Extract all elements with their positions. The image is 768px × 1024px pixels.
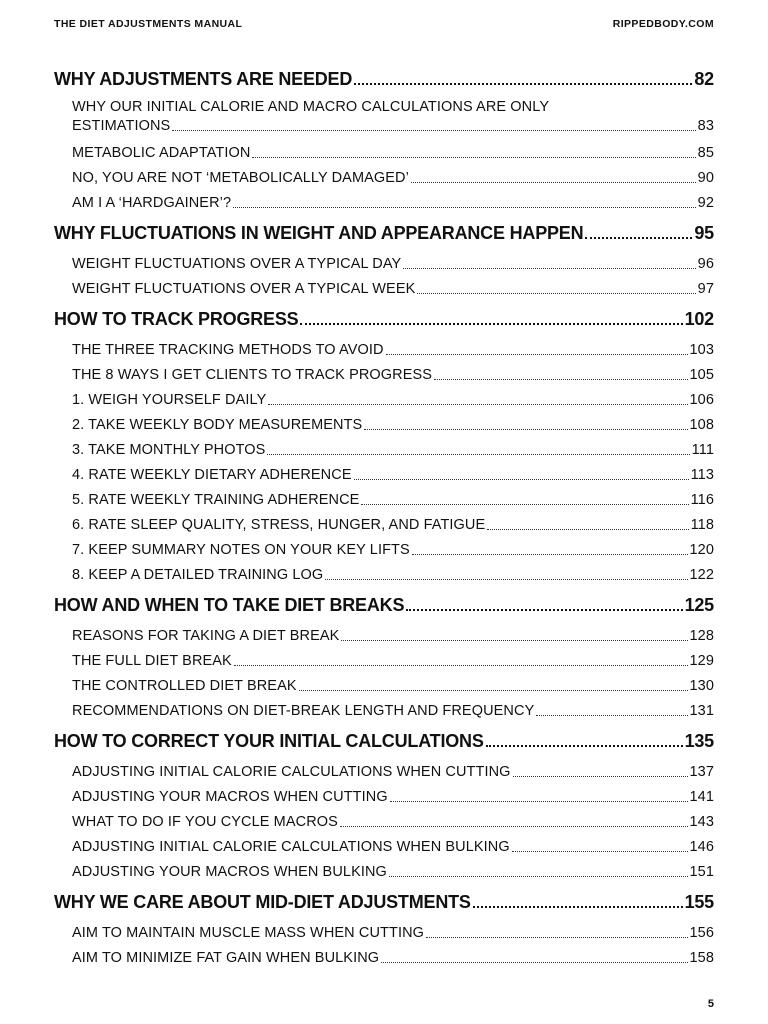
entry-title: THE THREE TRACKING METHODS TO AVOID [72, 342, 384, 358]
toc-entry[interactable] [54, 98, 714, 136]
entry-page-number: 90 [697, 170, 714, 186]
toc-entry[interactable] [54, 463, 714, 488]
dot-leader [389, 876, 688, 877]
entry-page-number: 129 [689, 653, 714, 669]
entry-title: ADJUSTING INITIAL CALORIE CALCULATIONS WHEN BULKING [72, 839, 510, 855]
entry-page-number: 156 [689, 925, 714, 941]
entry-title: REASONS FOR TAKING A DIET BREAK [72, 628, 340, 644]
entry-page-number: 85 [697, 145, 714, 161]
toc-entry[interactable] [54, 785, 714, 810]
entry-title: WEIGHT FLUCTUATIONS OVER A TYPICAL DAY [72, 256, 402, 272]
toc-entry[interactable] [54, 277, 714, 302]
dot-leader [361, 504, 688, 505]
toc-entry[interactable] [54, 413, 714, 438]
entry-page-number: 143 [689, 814, 714, 830]
toc-entry[interactable] [54, 760, 714, 785]
entry-page-number: 146 [689, 839, 714, 855]
entry-page-number: 96 [697, 256, 714, 272]
entry-title: 3. TAKE MONTHLY PHOTOS [72, 442, 266, 458]
dot-leader [354, 479, 689, 480]
toc-entry[interactable] [54, 166, 714, 191]
entry-page-number: 118 [690, 517, 714, 533]
entry-title: ESTIMATIONS [72, 118, 171, 134]
entry-page-number: 137 [689, 764, 714, 780]
dot-leader [325, 579, 687, 580]
entry-title: AM I A ‘HARDGAINER’? [72, 195, 232, 211]
entry-title: NO, YOU ARE NOT ‘METABOLICALLY DAMAGED’ [72, 170, 409, 186]
dot-leader [354, 83, 692, 85]
book-title: THE DIET ADJUSTMENTS MANUAL [54, 18, 243, 30]
toc-entry[interactable] [54, 252, 714, 277]
section-title: HOW TO TRACK PROGRESS [54, 309, 299, 329]
toc-section[interactable] [54, 592, 714, 616]
dot-leader [172, 130, 695, 131]
toc-entry[interactable] [54, 388, 714, 413]
section-title: HOW TO CORRECT YOUR INITIAL CALCULATIONS [54, 731, 484, 751]
entry-page-number: 83 [697, 118, 714, 134]
entry-title: AIM TO MAINTAIN MUSCLE MASS WHEN CUTTING [72, 925, 425, 941]
entry-title: ADJUSTING INITIAL CALORIE CALCULATIONS WHEN CUTTING [72, 764, 511, 780]
entry-page-number: 158 [689, 950, 714, 966]
toc-entry[interactable] [54, 649, 714, 674]
entry-title: AIM TO MINIMIZE FAT GAIN WHEN BULKING [72, 950, 380, 966]
entry-title: 4. RATE WEEKLY DIETARY ADHERENCE [72, 467, 352, 483]
toc-entry[interactable] [54, 699, 714, 724]
entry-title: 5. RATE WEEKLY TRAINING ADHERENCE [72, 492, 360, 508]
entry-title: THE CONTROLLED DIET BREAK [72, 678, 297, 694]
entry-page-number: 128 [689, 628, 714, 644]
entry-title: ADJUSTING YOUR MACROS WHEN BULKING [72, 864, 387, 880]
dot-leader [536, 715, 687, 716]
dot-leader [473, 906, 683, 908]
dot-leader [364, 429, 687, 430]
entry-title: ADJUSTING YOUR MACROS WHEN CUTTING [72, 789, 388, 805]
toc-entry[interactable] [54, 563, 714, 588]
dot-leader [406, 609, 682, 611]
entry-title: RECOMMENDATIONS ON DIET-BREAK LENGTH AND FREQUENCY [72, 703, 535, 719]
toc-entry[interactable] [54, 810, 714, 835]
entry-title: 8. KEEP A DETAILED TRAINING LOG [72, 567, 324, 583]
entry-page-number: 106 [689, 392, 714, 408]
toc-entry[interactable] [54, 835, 714, 860]
dot-leader [434, 379, 687, 380]
toc-section[interactable] [54, 220, 714, 244]
entry-title: WEIGHT FLUCTUATIONS OVER A TYPICAL WEEK [72, 281, 416, 297]
toc-entry[interactable] [54, 438, 714, 463]
entry-page-number: 151 [689, 864, 714, 880]
table-of-contents [54, 62, 714, 971]
dot-leader [267, 454, 689, 455]
toc-entry[interactable] [54, 191, 714, 216]
entry-page-number: 105 [689, 367, 714, 383]
entry-title: METABOLIC ADAPTATION [72, 145, 251, 161]
dot-leader [381, 962, 687, 963]
section-page-number: 155 [684, 892, 714, 912]
toc-section[interactable] [54, 306, 714, 330]
toc-entry[interactable] [54, 363, 714, 388]
dot-leader [390, 801, 688, 802]
dot-leader [512, 851, 688, 852]
toc-section[interactable] [54, 889, 714, 913]
section-title: HOW AND WHEN TO TAKE DIET BREAKS [54, 595, 405, 615]
entry-title: 1. WEIGH YOURSELF DAILY [72, 392, 267, 408]
toc-entry[interactable] [54, 860, 714, 885]
entry-page-number: 113 [690, 467, 714, 483]
section-page-number: 102 [684, 309, 714, 329]
entry-title: THE 8 WAYS I GET CLIENTS TO TRACK PROGRESS [72, 367, 433, 383]
entry-title: WHAT TO DO IF YOU CYCLE MACROS [72, 814, 338, 830]
dot-leader [411, 182, 696, 183]
entry-page-number: 97 [697, 281, 714, 297]
toc-entry[interactable] [54, 946, 714, 971]
toc-entry[interactable] [54, 538, 714, 563]
dot-leader [403, 268, 695, 269]
section-title: WHY WE CARE ABOUT MID-DIET ADJUSTMENTS [54, 892, 471, 912]
dot-leader [417, 293, 695, 294]
toc-entry[interactable] [54, 513, 714, 538]
dot-leader [341, 640, 687, 641]
dot-leader [268, 404, 687, 405]
running-header [54, 18, 714, 30]
entry-title: 7. KEEP SUMMARY NOTES ON YOUR KEY LIFTS [72, 542, 410, 558]
entry-page-number: 131 [689, 703, 714, 719]
toc-entry[interactable] [54, 338, 714, 363]
entry-page-number: 141 [689, 789, 714, 805]
entry-title: 2. TAKE WEEKLY BODY MEASUREMENTS [72, 417, 363, 433]
entry-title: THE FULL DIET BREAK [72, 653, 232, 669]
dot-leader [513, 776, 688, 777]
toc-section[interactable] [54, 728, 714, 752]
dot-leader [426, 937, 687, 938]
toc-entry[interactable] [54, 921, 714, 946]
entry-page-number: 122 [689, 567, 714, 583]
toc-entry[interactable] [54, 141, 714, 166]
dot-leader [585, 237, 692, 239]
section-page-number: 95 [694, 223, 714, 243]
dot-leader [487, 529, 688, 530]
toc-section[interactable] [54, 66, 714, 90]
dot-leader [299, 690, 688, 691]
toc-entry[interactable] [54, 674, 714, 699]
entry-title-line1: WHY OUR INITIAL CALORIE AND MACRO CALCULATIONS ARE ONLY [72, 99, 550, 115]
dot-leader [234, 665, 688, 666]
entry-page-number: 103 [689, 342, 714, 358]
dot-leader [340, 826, 688, 827]
entry-page-number: 116 [690, 492, 714, 508]
toc-entry[interactable] [54, 624, 714, 649]
dot-leader [233, 207, 696, 208]
dot-leader [300, 323, 682, 325]
section-title: WHY ADJUSTMENTS ARE NEEDED [54, 69, 353, 89]
site-name: RIPPEDBODY.COM [612, 18, 714, 30]
toc-entry[interactable] [54, 488, 714, 513]
entry-page-number: 111 [691, 442, 714, 458]
dot-leader [252, 157, 695, 158]
section-page-number: 82 [694, 69, 714, 89]
page-number: 5 [707, 998, 714, 1010]
dot-leader [412, 554, 688, 555]
entry-page-number: 108 [689, 417, 714, 433]
dot-leader [386, 354, 688, 355]
entry-page-number: 130 [689, 678, 714, 694]
section-title: WHY FLUCTUATIONS IN WEIGHT AND APPEARANCE HAPPEN [54, 223, 584, 243]
entry-title: 6. RATE SLEEP QUALITY, STRESS, HUNGER, AND FATIGUE [72, 517, 486, 533]
entry-page-number: 92 [697, 195, 714, 211]
entry-page-number: 120 [689, 542, 714, 558]
section-page-number: 135 [684, 731, 714, 751]
section-page-number: 125 [684, 595, 714, 615]
dot-leader [486, 745, 683, 747]
